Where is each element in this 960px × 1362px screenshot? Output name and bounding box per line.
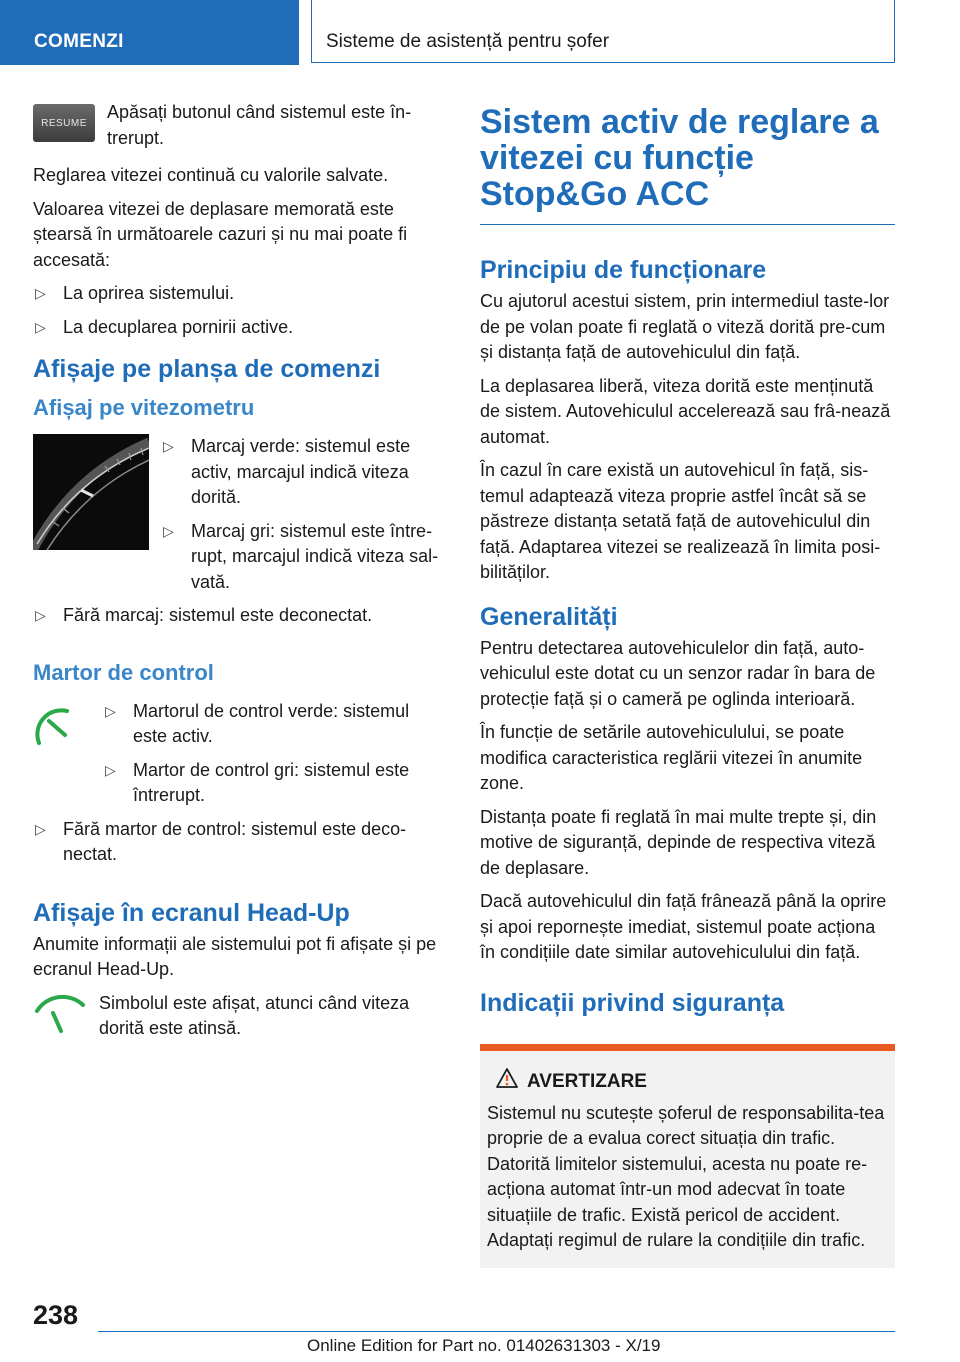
paragraph: În cazul în care există un autovehicul în față, sis‐temul adaptează viteza proprie astfel încât să se păstreze distanța setată față de autovehiculul din față. Adaptarea vitezei se realizează în limita posi‐bilităților. [480,460,881,582]
list-item: ▷ Martorul de control verde: sistemul este activ. [105,700,410,746]
paragraph: Cu ajutorul acestui sistem, prin intermediul taste‐lor de pe volan poate fi reglată o viteză dorită pre‐cum și distanța față de autovehiculul din față. [480,291,890,362]
heading-speedometer: Afișaj pe vitezometru [33,395,255,420]
paragraph: În funcție de setările autovehiculului, se poate modifica caracteristica reglării vitezei în anumite zone. [480,722,863,793]
headup-paragraph: Anumite informații ale sistemului pot fi afișate și pe ecranul Head-Up. [33,933,437,979]
triangle-bullet-icon: ▷ [163,438,174,454]
heading-headup: Afișaje în ecranul Head-Up [33,898,350,927]
indicator-list [103,699,446,817]
list-item: ▷ Martor de control gri: sistemul este întrerupt. [105,759,410,805]
warning-text: Sistemul nu scutește șoferul de responsabilita‐tea proprie de a evalua corect situația din trafic. Datorită limitelor sistemului, acesta nu poate re‐acționa automat într-un mod adecvat în toate situațiile de trafic. Există pericol de accident. Adaptați regimul de rulare la condițiile din trafic. [487,1102,885,1250]
list-item: ▷ La decuplarea pornirii active. [33,315,446,341]
heading-display: Afișaje pe planșa de comenzi [33,355,381,383]
left-column [33,100,446,1050]
list-item: ▷ Marcaj gri: sistemul este între‐rupt, marcajul indică viteza sal‐vată. [163,520,439,592]
footer-rule [98,1331,895,1332]
warning-triangle-icon [495,1067,519,1089]
right-column [480,100,895,1268]
heading-general: Generalități [480,602,618,631]
triangle-bullet-icon: ▷ [163,522,174,539]
warning-box [480,1044,895,1268]
heading-safety: Indicații privind siguranța [480,988,785,1017]
paragraph-continue: Reglarea vitezei continuă cu valorile salvate. [33,165,389,185]
speedometer-image [33,434,149,550]
resume-button-icon [33,104,95,142]
triangle-bullet-icon: ▷ [35,285,46,301]
indicator-lamp-icon [33,699,87,817]
paragraph: La deplasarea liberă, viteza dorită este menținută de sistem. Autovehiculul accelerează sau frâ‐nează automat. [480,375,891,447]
list-item: ▷ Fără martor de control: sistemul este deco‐nectat. [35,818,407,864]
page-number: 238 [33,1300,79,1330]
headup-row [33,991,446,1050]
paragraph: Pentru detectarea autovehiculelor din față, auto‐vehiculul este dotat cu un senzor radar în bara de protecție față și o cameră pe oglinda interioară. [480,637,876,709]
header-section-label: COMENZI [34,31,124,52]
heading-indicator: Martor de control [33,659,214,685]
heading-principle: Principiu de funcționare [480,256,767,284]
indicator-row [33,699,446,817]
resume-text: Apăsați butonul când sistemul este în‐trerupt. [107,102,412,148]
list-item: ▷ Marcaj verde: sistemul este activ, marcajul indică viteza dorită. [163,436,411,507]
headup-symbol-icon [33,991,87,1050]
triangle-bullet-icon: ▷ [35,318,46,335]
header-chapter-label: Sisteme de asistență pentru șofer [326,31,610,52]
warning-title: AVERTIZARE [527,1071,887,1093]
header-section-tab [0,0,299,65]
triangle-bullet-icon: ▷ [105,761,116,778]
section-title: Sistem activ de reglare a vitezei cu funcție Stop&Go ACC [480,103,879,213]
paragraph: Distanța poate fi reglată în mai multe trepte și, din motive de siguranță, depinde de respectiva viteză de deplasare. [480,806,877,878]
resume-button-label: RESUME [41,117,87,129]
headup-symbol-text: Simbolul este afișat, atunci când viteza dorită este atinsă. [99,992,410,1038]
resume-row [33,100,446,159]
title-rule [480,218,895,225]
footer-edition: Online Edition for Part no. 01402631303 - X/19 [307,1336,661,1355]
triangle-bullet-icon: ▷ [35,820,46,837]
paragraph-cleared: Valoarea vitezei de deplasare memorată este ștearsă în următoarele cazuri și nu mai poate fi accesată: [33,198,408,270]
list-item: ▷ Fără marcaj: sistemul este deconectat. [33,603,446,629]
list-item: ▷ La oprirea sistemului. [33,281,446,307]
triangle-bullet-icon: ▷ [105,702,116,719]
header-chapter-tab [311,0,895,63]
speedo-row [33,434,446,603]
speedometer-arc-icon [33,434,149,550]
triangle-bullet-icon: ▷ [35,607,46,623]
paragraph: Dacă autovehiculul din față frânează până la oprire și apoi repornește imediat, sistemul poate acționa în condițiile date similar autovehiculului din față. [480,891,887,962]
speedo-list [161,434,446,603]
